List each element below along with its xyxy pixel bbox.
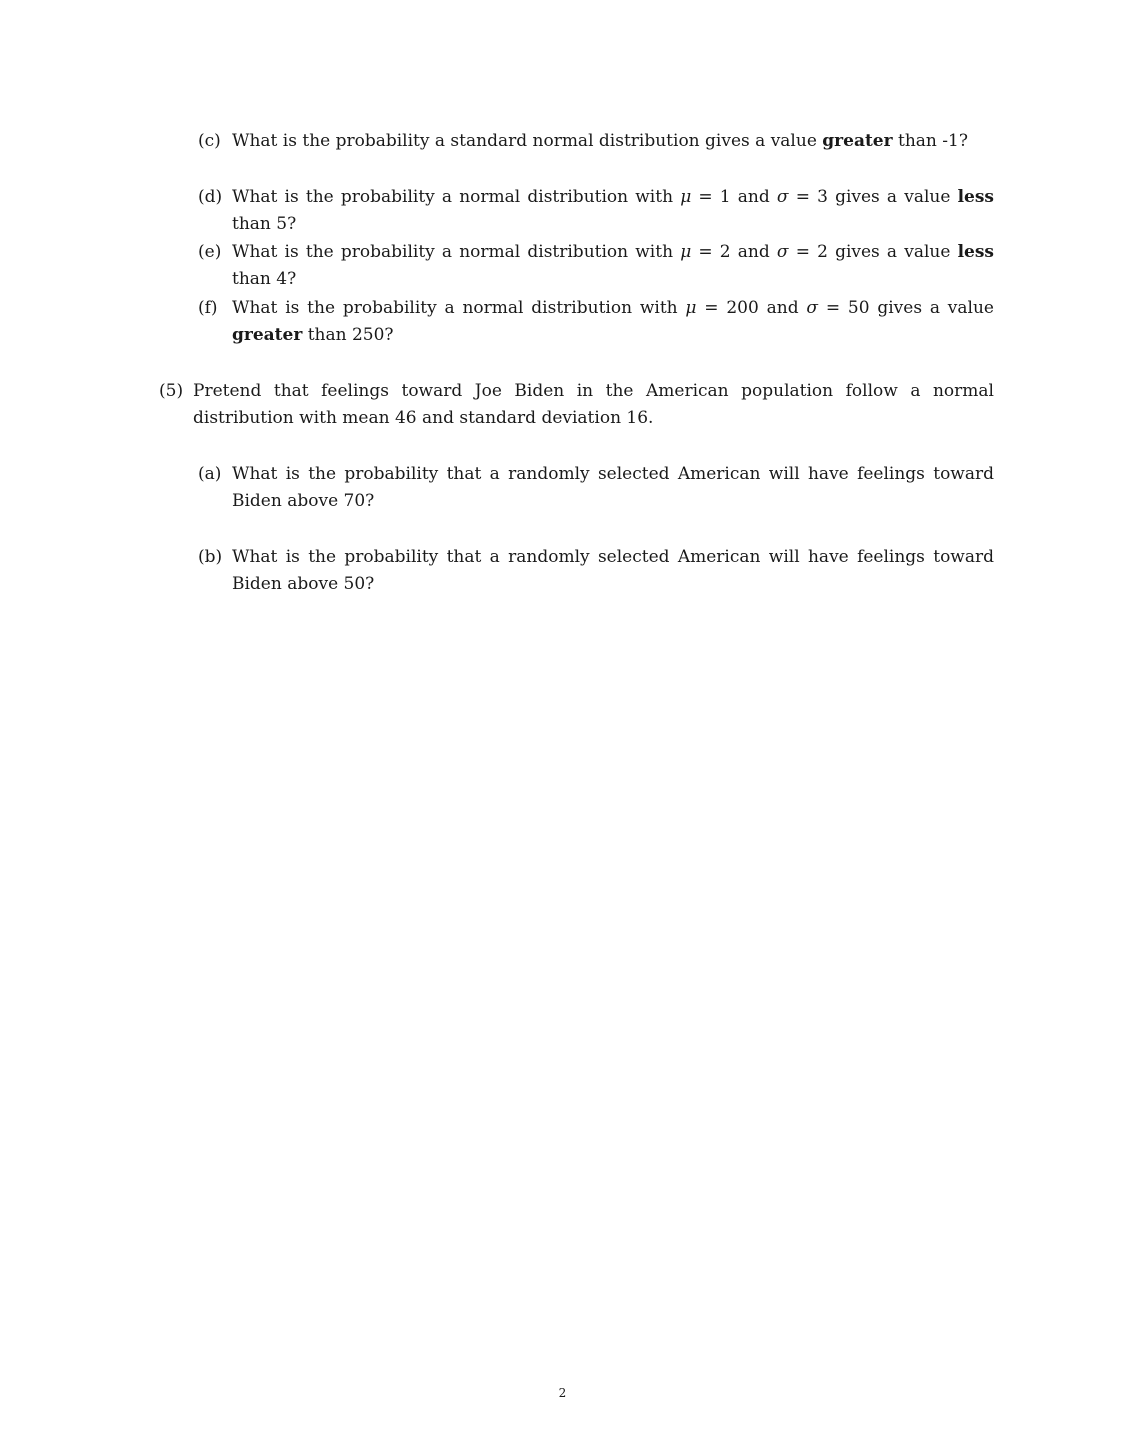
- question-e-text-pre: What is the probability a normal distribution with: [232, 242, 681, 262]
- question-e-emphasis: less: [957, 242, 994, 262]
- question-e-label: (e): [198, 242, 222, 262]
- question-c-emphasis: greater: [822, 131, 893, 151]
- question-c-text-pre: What is the probability a standard normal distribution gives a value: [232, 131, 823, 151]
- question-c-text-post: than -1?: [892, 131, 968, 151]
- question-5a: [198, 461, 994, 515]
- question-d: [198, 184, 994, 238]
- mu-symbol: μ: [680, 187, 692, 207]
- question-e-text-post: than 4?: [232, 269, 297, 289]
- question-d-text-pre: What is the probability a normal distribution with: [232, 187, 681, 207]
- question-d-sigma-value: = 3 gives a value: [788, 187, 958, 207]
- problem-5-text: Pretend that feelings toward Joe Biden in the American population follow a normal distribution with mean 46 and standard deviation 16.: [193, 381, 994, 428]
- question-e: [198, 239, 994, 293]
- question-f-text: [232, 295, 994, 349]
- sigma-symbol: σ: [806, 298, 819, 318]
- question-5b-text: What is the probability that a randomly selected American will have feelings toward Biden above 50?: [232, 547, 994, 594]
- question-d-mu-value: = 1 and: [691, 187, 777, 207]
- sigma-symbol: σ: [776, 242, 789, 262]
- question-f-mu-value: = 200 and: [696, 298, 807, 318]
- question-c: [198, 128, 994, 155]
- question-d-label: (d): [198, 187, 223, 207]
- page-number: 2: [558, 1386, 567, 1400]
- question-d-text-post: than 5?: [232, 214, 297, 234]
- question-c-label: (c): [198, 131, 221, 151]
- question-f-sigma-value: = 50 gives a value: [818, 298, 994, 318]
- question-d-text: [232, 184, 994, 238]
- question-e-sigma-value: = 2 gives a value: [788, 242, 958, 262]
- question-5a-label: (a): [198, 464, 222, 484]
- question-f-emphasis: greater: [232, 325, 303, 345]
- question-f-label: (f): [198, 298, 218, 318]
- question-5b: [198, 544, 994, 598]
- question-e-mu-value: = 2 and: [691, 242, 777, 262]
- question-5b-label: (b): [198, 547, 223, 567]
- mu-symbol: μ: [680, 242, 692, 262]
- question-e-text: [232, 239, 994, 293]
- question-5a-text: What is the probability that a randomly selected American will have feelings toward Biden above 70?: [232, 464, 994, 511]
- mu-symbol: μ: [685, 298, 697, 318]
- question-f-text-pre: What is the probability a normal distribution with: [232, 298, 686, 318]
- problem-5-label: (5): [159, 381, 184, 401]
- problem-5: [159, 378, 994, 432]
- question-d-emphasis: less: [957, 187, 994, 207]
- question-c-text: [232, 128, 994, 155]
- question-f: [198, 295, 994, 349]
- sigma-symbol: σ: [776, 187, 789, 207]
- question-f-text-post: than 250?: [302, 325, 394, 345]
